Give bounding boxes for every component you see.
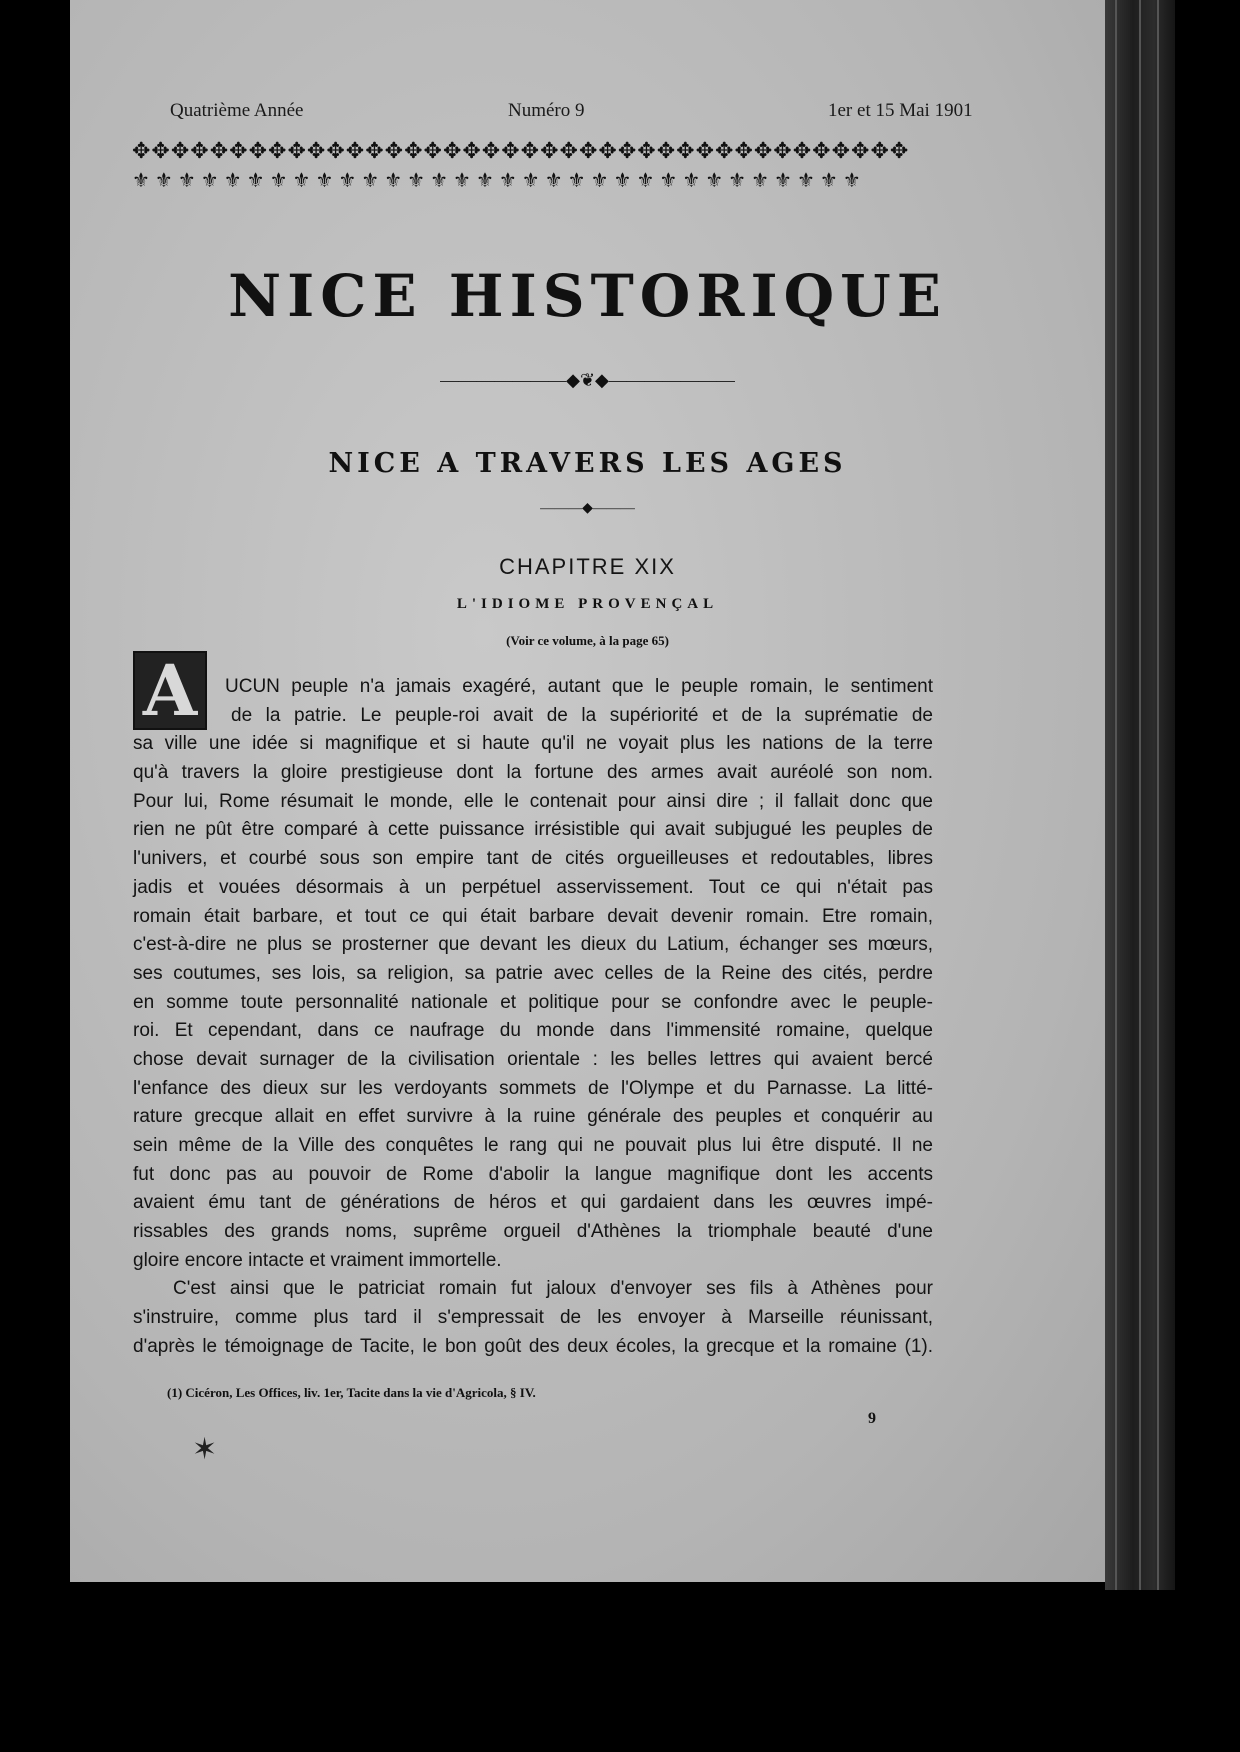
body-line: chose devait surnager de la civilisation orientale : les belles lettres qui avaient bercé	[133, 1048, 933, 1070]
body-line: l'univers, et courbé sous son empire tant de cités orgueilleuses et redoutables, libres	[133, 848, 933, 870]
spine-line	[1157, 0, 1159, 1590]
body-line: jadis et vouées désormais à un perpétuel asservissement. Tout ce qui n'était pas	[133, 876, 933, 898]
page-number: 9	[868, 1410, 876, 1427]
body-line: romain était barbare, et tout ce qui était barbare devait devenir romain. Etre romain,	[133, 905, 933, 927]
body-line: sein même de la Ville des conquêtes le rang qui ne pouvait plus lui être disputé. Il ne	[133, 1135, 933, 1156]
ink-smudge: ✶	[192, 1433, 218, 1466]
body-line: C'est ainsi que le patriciat romain fut jaloux d'envoyer ses fils à Athènes pour	[173, 1278, 933, 1300]
body-line: d'après le témoignage de Tacite, le bon goût des deux écoles, la grecque et la romaine (1).	[133, 1335, 933, 1357]
chapter-reference: (Voir ce volume, à la page 65)	[506, 633, 669, 648]
body-line: en somme toute personnalité nationale et politique pour se confondre avec le peuple-	[133, 991, 933, 1013]
ornamental-rule-2: ———◆———	[540, 501, 635, 516]
body-line: c'est-à-dire ne plus se prosterner que devant les dieux du Latium, échanger ses mœurs,	[133, 934, 933, 956]
body-line: rissables des grands noms, suprême orgueil d'Athènes la triomphale beauté d'une	[133, 1221, 933, 1243]
chapter-title: L'IDIOME PROVENÇAL	[456, 596, 719, 612]
drop-cap: A	[133, 651, 207, 730]
body-line: Pour lui, Rome résumait le monde, elle le contenait pour ainsi dire ; il fallait donc que	[133, 790, 933, 812]
header-year: Quatrième Année	[170, 100, 304, 121]
spine-line	[1139, 0, 1141, 1590]
body-line: rature grecque allait en effet survivre à la ruine générale des peuples et conquérir au	[133, 1106, 933, 1128]
header-date: 1er et 15 Mai 1901	[828, 100, 973, 121]
body-text	[133, 673, 933, 1362]
series-title: NICE A TRAVERS LES AGES	[328, 448, 847, 479]
body-line: l'enfance des dieux sur les verdoyants sommets de l'Olympe et du Parnasse. La litté-	[133, 1077, 933, 1099]
body-line: qu'à travers la gloire prestigieuse dont la fortune des armes avait auréolé son nom.	[133, 762, 933, 784]
document-page	[70, 0, 1105, 1582]
body-line: rien ne pût être comparé à cette puissance irrésistible qui avait subjugué les peuples de	[133, 819, 933, 841]
ornamental-border-top: ✥✥✥✥✥✥✥✥✥✥✥✥✥✥✥✥✥✥✥✥✥✥✥✥✥✥✥✥✥✥✥✥✥✥✥✥✥✥✥✥	[132, 138, 910, 163]
footnote: (1) Cicéron, Les Offices, liv. 1er, Tacite dans la vie d'Agricola, § IV.	[167, 1385, 536, 1400]
journal-title: NICE HISTORIQUE	[228, 262, 947, 330]
body-first-line: UCUN peuple n'a jamais exagéré, autant que le peuple romain, le sentiment	[225, 676, 933, 697]
ornamental-border-bottom: ⚜ ⚜ ⚜ ⚜ ⚜ ⚜ ⚜ ⚜ ⚜ ⚜ ⚜ ⚜ ⚜ ⚜ ⚜ ⚜ ⚜ ⚜ ⚜ ⚜ ⚜ ⚜ ⚜ ⚜ ⚜ ⚜ ⚜ ⚜ ⚜ ⚜ ⚜ ⚜	[132, 170, 861, 192]
header-issue: Numéro 9	[508, 100, 585, 121]
body-line: fut donc pas au pouvoir de Rome d'abolir la langue magnifique dont les accents	[133, 1163, 933, 1185]
body-line: avaient ému tant de générations de héros et qui gardaient dans les œuvres impé-	[133, 1192, 933, 1214]
body-line: sa ville une idée si magnifique et si haute qu'il ne voyait plus les nations de la terre	[133, 733, 933, 755]
body-line: roi. Et cependant, dans ce naufrage du monde dans l'immensité romaine, quelque	[133, 1020, 933, 1042]
spine-line	[1115, 0, 1117, 1590]
ornamental-rule-1: ———————◆❦◆———————	[440, 370, 735, 390]
body-line: s'instruire, comme plus tard il s'empressait de les envoyer à Marseille réunissant,	[133, 1307, 933, 1329]
body-line: de la patrie. Le peuple-roi avait de la supériorité et de la suprématie de	[231, 704, 933, 726]
book-spine	[1105, 0, 1175, 1590]
chapter-number: CHAPITRE XIX	[499, 554, 676, 579]
page-header	[170, 100, 973, 130]
body-line: ses coutumes, ses lois, sa religion, sa patrie avec celles de la Reine des cités, perdre	[133, 962, 933, 984]
body-line: gloire encore intacte et vraiment immortelle.	[133, 1249, 502, 1271]
